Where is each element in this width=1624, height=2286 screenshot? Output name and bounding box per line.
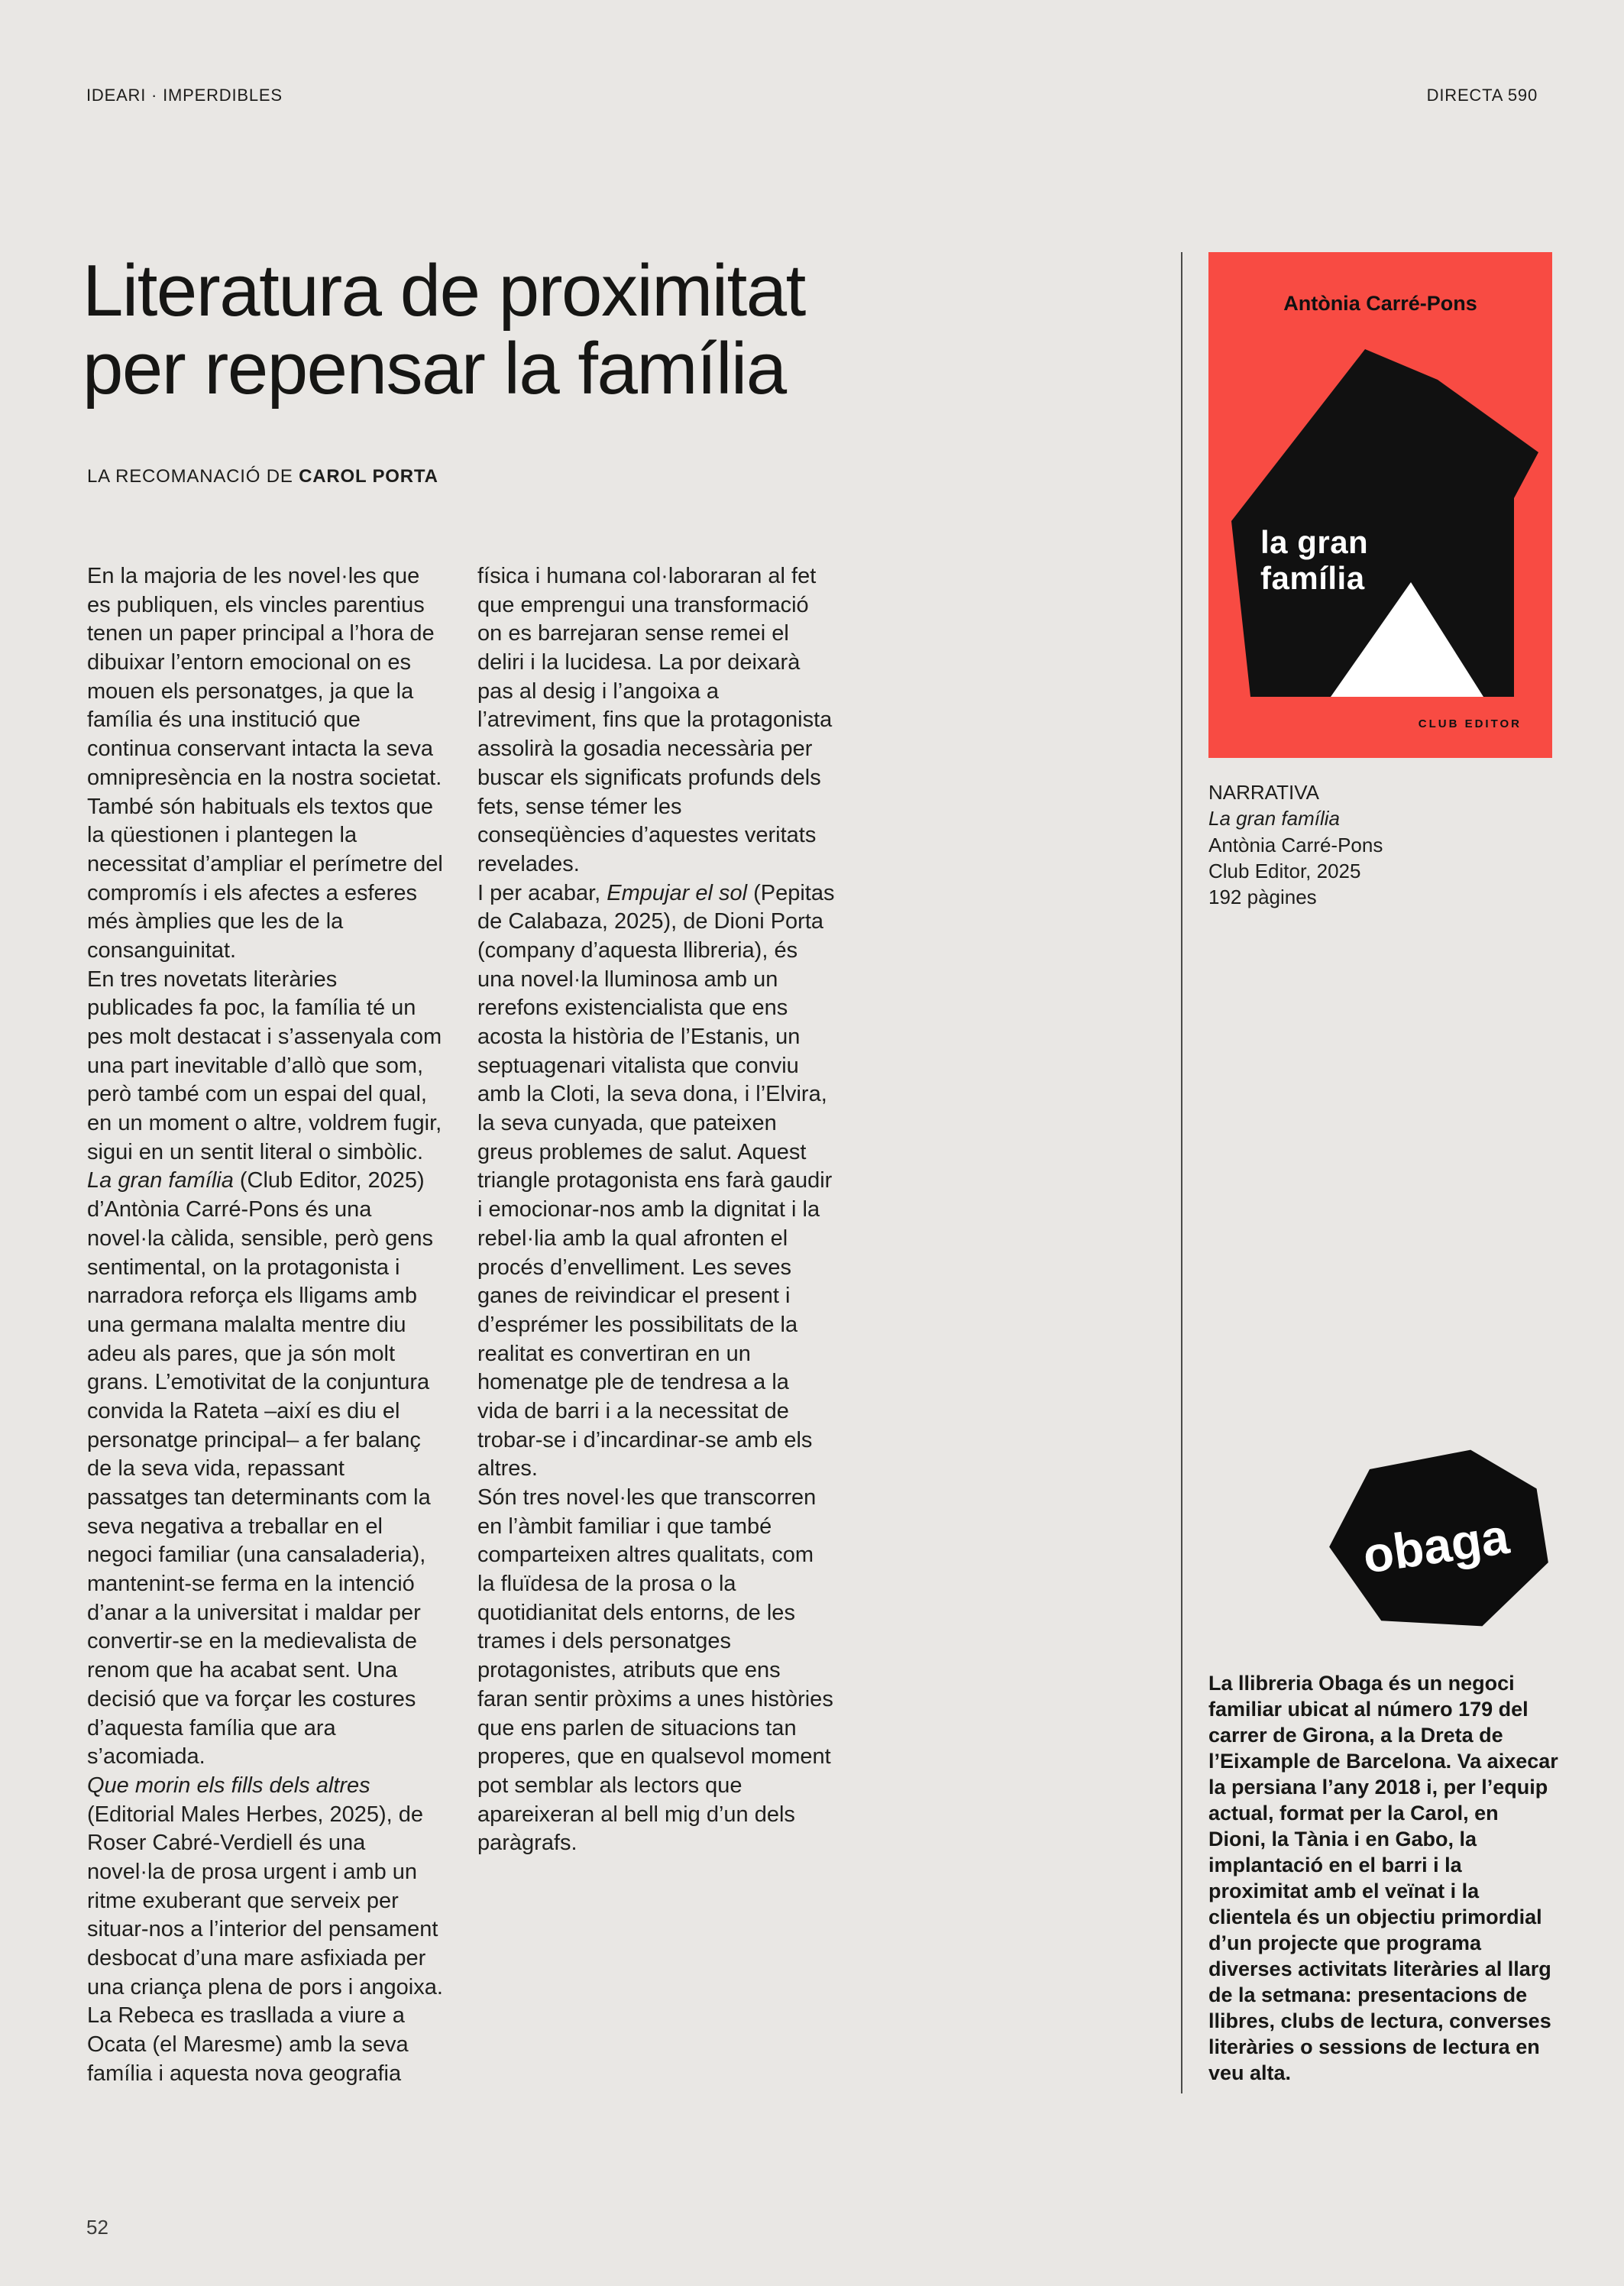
page-number: 52: [86, 2216, 108, 2239]
article-body: [87, 562, 836, 2098]
article-paragraph: Que morin els fills dels altres (Editorial Males Herbes, 2025), de Roser Cabré-Verdiell és una novel·la de prosa urgent i amb un ritme exuberant que serveix per situar-nos a l’interior del pensament desbocat d’una mare asfixiada per una criança plena de pors i angoixa. La Rebeca es trasllada a viure a Ocata (el Maresme) amb la seva família i aquesta nova geografia física i humana col·laboraran al fet que emprengui una transformació on es barrejaran sense remei el deliri i la lucidesa. La por deixarà pas al desig i l’angoixa a l’atreviment, fins que la protagonista assolirà la gosadia necessària per buscar els significats profunds dels fets, sense témer les conseqüències d’aquestes veritats revelades.: [87, 564, 833, 2086]
sidebar-divider: [1181, 252, 1182, 2093]
byline: [87, 466, 438, 487]
cover-title-line2: família: [1260, 560, 1365, 597]
obaga-logo: [1323, 1446, 1556, 1633]
book-author: Antònia Carré-Pons: [1208, 833, 1383, 856]
article-paragraph: Són tres novel·les que transcorren en l’àmbit familiar i que també comparteixen altres qualitats, com la fluïdesa de la prosa o la quotidianitat dels entorns, de les trames i dels personatges protagonistes, atributs que ens faran sentir pròxims a unes històries que ens parlen de situacions tan properes, que en qualsevol moment pot semblar als lectors que apareixeran al bell mig d’un dels paràgrafs.: [477, 1485, 833, 1856]
header-issue-label: DIRECTA 590: [1426, 86, 1538, 105]
page-title-line1: Literatura de proximitat: [82, 250, 805, 332]
bookstore-description: La llibreria Obaga és un negoci familiar ubicat al número 179 del carrer de Girona, a la Dreta de l’Eixample de Barcelona. Va aixecar la persiana l’any 2018 i, per l’equip actual, format per la Carol, en Dioni, la Tània i en Gabo, la implantació en el barri i la proximitat amb el veïnat i la clientela és un objectiu primordial d’un projecte que programa diverses activitats literàries al llarg de la setmana: presentacions de llibres, clubs de lectura, converses literàries o sessions de lectura en veu alta.: [1208, 1672, 1558, 2085]
book-pages: 192 pàgines: [1208, 886, 1317, 909]
cover-title-line1: la gran: [1260, 524, 1369, 560]
article-paragraph: La gran família (Club Editor, 2025) d’Antònia Carré-Pons és una novel·la càlida, sensible, però gens sentimental, on la protagonista i narradora reforça els lligams amb una germana malalta mentre diu adeu als pares, que ja són molt grans. L’emotivitat de la conjuntura convida la Rateta –així es diu el personatge principal– a fer balanç de la seva vida, repassant passatges tan determinants com la seva negativa a treballar en el negoci familiar (una cansaladeria), mantenint-se ferma en la intenció d’anar a la universitat i maldar per convertir-se en la medievalista de renom que ha acabat sent. Una decisió que va forçar les costures d’aquesta família que ara s’acomiada.: [87, 1168, 433, 1770]
obaga-logo-text: obaga: [1359, 1507, 1512, 1584]
byline-author: CAROL PORTA: [299, 466, 438, 487]
book-meta: [1208, 779, 1383, 911]
book-cover: [1208, 252, 1552, 758]
article-paragraph: En la majoria de les novel·les que es publiquen, els vincles parentius tenen un paper principal a l’hora de dibuixar l’entorn emocional on es mouen els personatges, ja que la família és una institució que continua conservant intacta la seva omnipresència en la nostra societat. També són habituals els textos que la qüestionen i plantegen la necessitat d’ampliar el perímetre del compromís i els afectes a esferes més àmplies que les de la consanguinitat.: [87, 564, 443, 963]
cover-book-title: [1260, 524, 1368, 596]
cover-author-name: Antònia Carré-Pons: [1283, 292, 1477, 315]
byline-prefix: LA RECOMANACIÓ DE: [87, 466, 299, 487]
book-title: La gran família: [1208, 807, 1340, 831]
book-publisher: Club Editor, 2025: [1208, 859, 1361, 882]
header-section-label: IDEARI · IMPERDIBLES: [86, 86, 283, 105]
cover-publisher-label: CLUB EDITOR: [1418, 717, 1522, 730]
page-title: [82, 252, 805, 408]
book-genre: NARRATIVA: [1208, 781, 1319, 804]
cover-art-shape: [1208, 338, 1552, 697]
article-paragraph: I per acabar, Empujar el sol (Pepitas de Calabaza, 2025), de Dioni Porta (company d’aquesta llibreria), és una novel·la lluminosa amb un rerefons existencialista que ens acosta la història de l’Estanis, un septuagenari vitalista que conviu amb la Cloti, la seva dona, i l’Elvira, la seva cunyada, que pateixen greus problemes de salut. Aquest triangle protagonista ens farà gaudir i emocionar-nos amb la dignitat i la rebel·lia amb la qual afronten el procés d’envelliment. Les seves ganes de reivindicar el present i d’esprémer les possibilitats de la realitat es convertiran en un homenatge ple de tendresa a la vida de barri i a la necessitat de trobar-se i d’incardinar-se amb els altres.: [477, 880, 835, 1481]
page-title-line2: per repensar la família: [82, 327, 786, 410]
article-paragraph: En tres novetats literàries publicades fa poc, la família té un pes molt destacat i s’assenyala com una part inevitable d’allò que som, però també com un espai del qual, en un moment o altre, voldrem fugir, sigui en un sentit literal o simbòlic.: [87, 967, 442, 1164]
